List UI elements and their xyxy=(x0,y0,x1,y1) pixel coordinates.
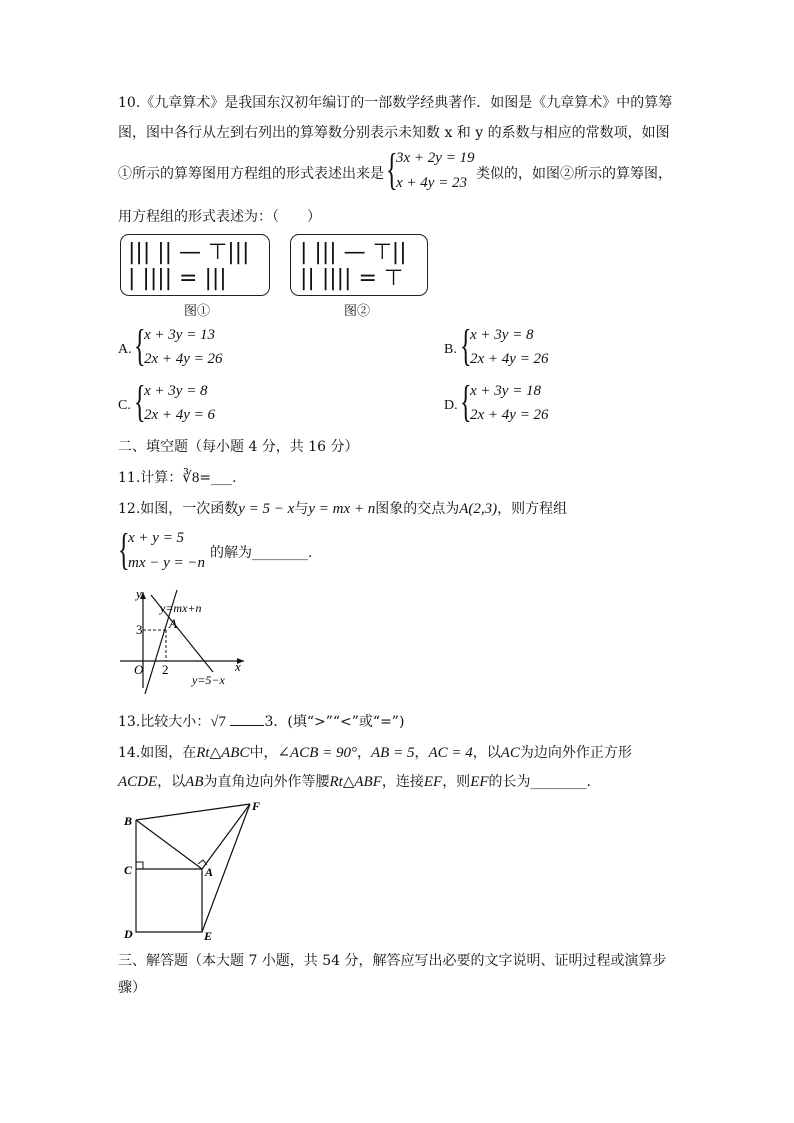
q12-point: A(2,3) xyxy=(459,501,498,517)
tick-label-y: 3 xyxy=(136,622,143,637)
q14-text-f: 为直角边向外作等腰 xyxy=(203,774,330,790)
q14-ab: AB = 5 xyxy=(371,745,415,761)
axis-label-y: y xyxy=(136,586,142,601)
q10-system-eq2: x + 4y = 23 xyxy=(396,175,468,191)
q13-radical: √7 xyxy=(210,714,226,730)
option-c-eq2: 2x + 4y = 6 xyxy=(144,407,216,423)
section3-line1: 三、解答题（本大题 7 小题，共 54 分，解答应写出必要的文字说明、证明过程或演算步 xyxy=(118,953,667,969)
q14-text-i: 的长为________. xyxy=(488,774,591,790)
q14-ef2: EF xyxy=(470,774,489,790)
q14-figure xyxy=(118,798,268,944)
q14-text-e: ，以 xyxy=(157,774,186,790)
label-y-mx-n: y=mx+n xyxy=(160,601,202,615)
option-c-eq1: x + 3y = 8 xyxy=(144,383,208,399)
option-d-label: D. xyxy=(444,398,458,413)
q14-side-ab: AB xyxy=(185,774,204,790)
segment-ab xyxy=(136,820,202,869)
fig1-caption: 图① xyxy=(184,304,211,319)
q14-line1: 14.如图，在Rt△ABC中，∠ACB = 90°，AB = 5，AC = 4，以AC为边向外作正方形 xyxy=(118,745,632,761)
option-d-brace: { xyxy=(460,377,472,426)
q12-text-d: ，则方程组 xyxy=(497,501,568,517)
q13-blank[interactable] xyxy=(230,711,264,726)
q10-line4: 用方程组的形式表述为：（ ） xyxy=(118,209,321,225)
q12-text-b: 与 xyxy=(294,501,309,517)
q10-line1: 10.《九章算术》是我国东汉初年编订的一部数学经典著作．如图是《九章算术》中的算筹 xyxy=(118,95,673,111)
fig1-row1: ||| || — ⊤||| xyxy=(128,240,250,265)
option-b-eq2: 2x + 4y = 26 xyxy=(470,351,549,367)
right-angle-c xyxy=(136,862,143,869)
origin-label: O xyxy=(134,662,144,677)
q14-ef: EF xyxy=(423,774,443,790)
vertex-label-c: C xyxy=(124,863,133,877)
q10-line3-pre: ①所示的算筹图用方程组的形式表述出来是 xyxy=(118,166,384,182)
q12-system-brace: { xyxy=(118,525,130,574)
q14-side-ac: AC xyxy=(500,745,520,761)
square-acde xyxy=(136,820,202,932)
q12-line1 xyxy=(118,499,567,519)
vertex-label-d: D xyxy=(124,927,133,941)
option-a-eq2: 2x + 4y = 26 xyxy=(144,351,223,367)
segment-af xyxy=(202,804,250,869)
option-d-eq2: 2x + 4y = 26 xyxy=(470,407,549,423)
q12-system-eq2: mx − y = −n xyxy=(128,555,206,571)
vertex-label-e: E xyxy=(204,929,213,943)
option-b-eq1: x + 3y = 8 xyxy=(470,327,534,343)
q11 xyxy=(118,468,237,488)
q12-text-c: 图象的交点为 xyxy=(375,501,460,517)
fig2-row1: | ||| — ⊤|| xyxy=(300,240,407,265)
option-a-brace: { xyxy=(134,321,146,370)
option-b-brace: { xyxy=(460,321,472,370)
fig2-row2: || |||| = ⊤ xyxy=(300,266,404,291)
q10-system-brace: { xyxy=(386,145,398,194)
q12-graph xyxy=(116,584,256,694)
q14-text-b: 中， xyxy=(249,745,278,761)
q13-post: 3．(填“>”“<”或“=”) xyxy=(264,714,405,730)
q14-text-g: ，连接 xyxy=(381,774,424,790)
q14-angle: ∠ACB = 90° xyxy=(277,745,357,761)
q14-text-h: ，则 xyxy=(442,774,471,790)
q14-line2 xyxy=(118,772,591,792)
point-label-a: A xyxy=(169,616,177,631)
q14-tri: Rt△ABC xyxy=(196,745,250,761)
option-a-label: A. xyxy=(118,342,132,357)
q14-square: ACDE xyxy=(118,774,158,790)
q12-func1: y = 5 − x xyxy=(238,501,295,517)
vertex-label-f: F xyxy=(252,799,261,813)
q10-line2: 图，图中各行从左到右列出的算筹数分别表示未知数 x 和 y 的系数与相应的常数项，如图 xyxy=(118,125,670,141)
option-a-eq1: x + 3y = 13 xyxy=(144,327,216,343)
q14-ac: AC = 4 xyxy=(428,745,473,761)
fig2-caption: 图② xyxy=(344,304,371,319)
q11-post: =___. xyxy=(199,470,237,486)
q13 xyxy=(118,711,404,732)
label-y-5-minus-x: y=5−x xyxy=(192,673,225,687)
q14-text-d: 为边向外作正方形 xyxy=(519,745,632,761)
q14-text-c: ，以 xyxy=(472,745,501,761)
q14-text-a: 14.如图，在 xyxy=(118,745,197,761)
q12-line2-post: 的解为________. xyxy=(210,545,313,561)
section2-title: 二、填空题（每小题 4 分，共 16 分） xyxy=(118,439,359,455)
vertex-label-b: B xyxy=(124,814,133,828)
q12-system-eq1: x + y = 5 xyxy=(128,530,185,546)
option-d-eq1: x + 3y = 18 xyxy=(470,383,542,399)
q12-func2: y = mx + n xyxy=(308,501,376,517)
q10-line3-post: 类似的，如图②所示的算筹图， xyxy=(476,166,672,182)
option-c-label: C. xyxy=(118,398,131,413)
tick-label-x: 2 xyxy=(162,662,169,677)
option-b-label: B. xyxy=(444,342,457,357)
axis-label-x: x xyxy=(235,659,241,674)
vertex-label-a: A xyxy=(205,865,214,879)
section3-line2: 骤） xyxy=(118,980,146,996)
q11-pre: 11.计算： xyxy=(118,470,183,486)
fig1-row2: | |||| = ||| xyxy=(128,266,227,291)
q14-tri2: Rt△ABF xyxy=(329,774,382,790)
segment-bf xyxy=(136,804,250,820)
q12-text-a: 12.如图，一次函数 xyxy=(118,501,239,517)
q11-radical: ∛8 xyxy=(182,470,200,486)
option-c-brace: { xyxy=(134,377,146,426)
q10-system-eq1: 3x + 2y = 19 xyxy=(396,150,475,166)
q13-pre: 13.比较大小： xyxy=(118,714,211,730)
